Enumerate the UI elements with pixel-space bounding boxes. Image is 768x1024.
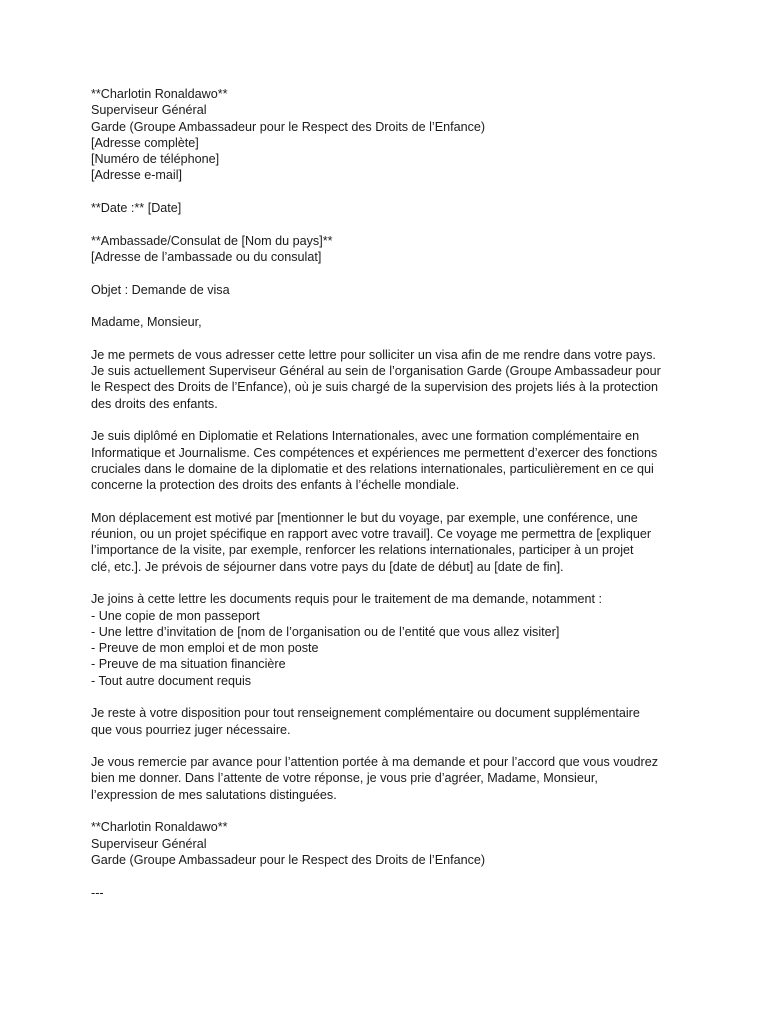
paragraph-closing (91, 754, 691, 803)
paragraph-line: Mon déplacement est motivé par [mentionner le but du voyage, par exemple, une conférence, une (91, 510, 638, 525)
paragraph-line: le Respect des Droits de l’Enfance), où je suis chargé de la supervision des projets liés à la protection (91, 380, 659, 395)
paragraph-line: réunion, ou un projet spécifique en rapport avec votre travail]. Ce voyage me permettra de [expliquer (91, 527, 652, 542)
paragraph-line: cruciales dans le domaine de la diplomatie et des relations internationales, particulièrement en ce qui (91, 461, 654, 476)
paragraph-line: Informatique et Journalisme. Ces compétences et expériences me permettent d’exercer des fonctions (91, 445, 658, 460)
paragraph-documents (91, 591, 691, 689)
subject-line: Objet : Demande de visa (91, 282, 230, 297)
recipient-block (91, 233, 691, 266)
signature-title: Superviseur Général (91, 836, 207, 851)
letter-page (91, 86, 691, 901)
paragraph-line: concerne la protection des droits des enfants à l’échelle mondiale. (91, 478, 460, 493)
paragraph-line: l’importance de la visite, par exemple, renforcer les relations internationales, participer à un projet (91, 543, 634, 558)
recipient-address: [Adresse de l’ambassade ou du consulat] (91, 249, 322, 264)
signature-organization: Garde (Groupe Ambassadeur pour le Respect des Droits de l’Enfance) (91, 852, 486, 867)
paragraph-line: Je reste à votre disposition pour tout renseignement complémentaire ou document supplémentaire (91, 706, 640, 721)
paragraph-qualifications (91, 428, 691, 493)
sender-title: Superviseur Général (91, 103, 207, 118)
sender-phone: [Numéro de téléphone] (91, 152, 220, 167)
signature-name: **Charlotin Ronaldawo** (91, 820, 228, 835)
sender-email: [Adresse e-mail] (91, 168, 182, 183)
recipient-name: **Ambassade/Consulat de [Nom du pays]** (91, 233, 333, 248)
separator: --- (91, 885, 104, 900)
signature-block (91, 819, 691, 868)
sender-address: [Adresse complète] (91, 135, 199, 150)
paragraph-line: Je vous remercie par avance pour l’attention portée à ma demande et pour l’accord que vous voudrez (91, 755, 659, 770)
paragraph-line: que vous pourriez juger nécessaire. (91, 722, 291, 737)
sender-block (91, 86, 691, 184)
sender-name: **Charlotin Ronaldawo** (91, 87, 228, 101)
date-line: **Date :** [Date] (91, 201, 182, 216)
list-item: - Tout autre document requis (91, 673, 252, 688)
list-item: - Preuve de mon emploi et de mon poste (91, 641, 319, 656)
paragraph-purpose (91, 510, 691, 575)
paragraph-intro (91, 347, 691, 412)
paragraph-line: Je me permets de vous adresser cette lettre pour solliciter un visa afin de me rendre dans votre pays. (91, 347, 656, 362)
paragraph-line: des droits des enfants. (91, 396, 218, 411)
salutation: Madame, Monsieur, (91, 315, 202, 330)
paragraph-line: Je joins à cette lettre les documents requis pour le traitement de ma demande, notamment : (91, 592, 603, 607)
sender-organization: Garde (Groupe Ambassadeur pour le Respect des Droits de l’Enfance) (91, 119, 486, 134)
paragraph-line: l’expression de mes salutations distinguées. (91, 787, 337, 802)
list-item: - Une lettre d’invitation de [nom de l’organisation ou de l’entité que vous allez visiter] (91, 624, 560, 639)
paragraph-line: bien me donner. Dans l’attente de votre réponse, je vous prie d’agréer, Madame, Monsieur, (91, 771, 598, 786)
list-item: - Preuve de ma situation financière (91, 657, 286, 672)
paragraph-availability (91, 705, 691, 738)
paragraph-line: Je suis actuellement Superviseur Général au sein de l’organisation Garde (Groupe Ambassadeur pour (91, 364, 661, 379)
list-item: - Une copie de mon passeport (91, 608, 260, 623)
paragraph-line: clé, etc.]. Je prévois de séjourner dans votre pays du [date de début] au [date de fin]. (91, 559, 564, 574)
paragraph-line: Je suis diplômé en Diplomatie et Relations Internationales, avec une formation complémentaire en (91, 429, 640, 444)
